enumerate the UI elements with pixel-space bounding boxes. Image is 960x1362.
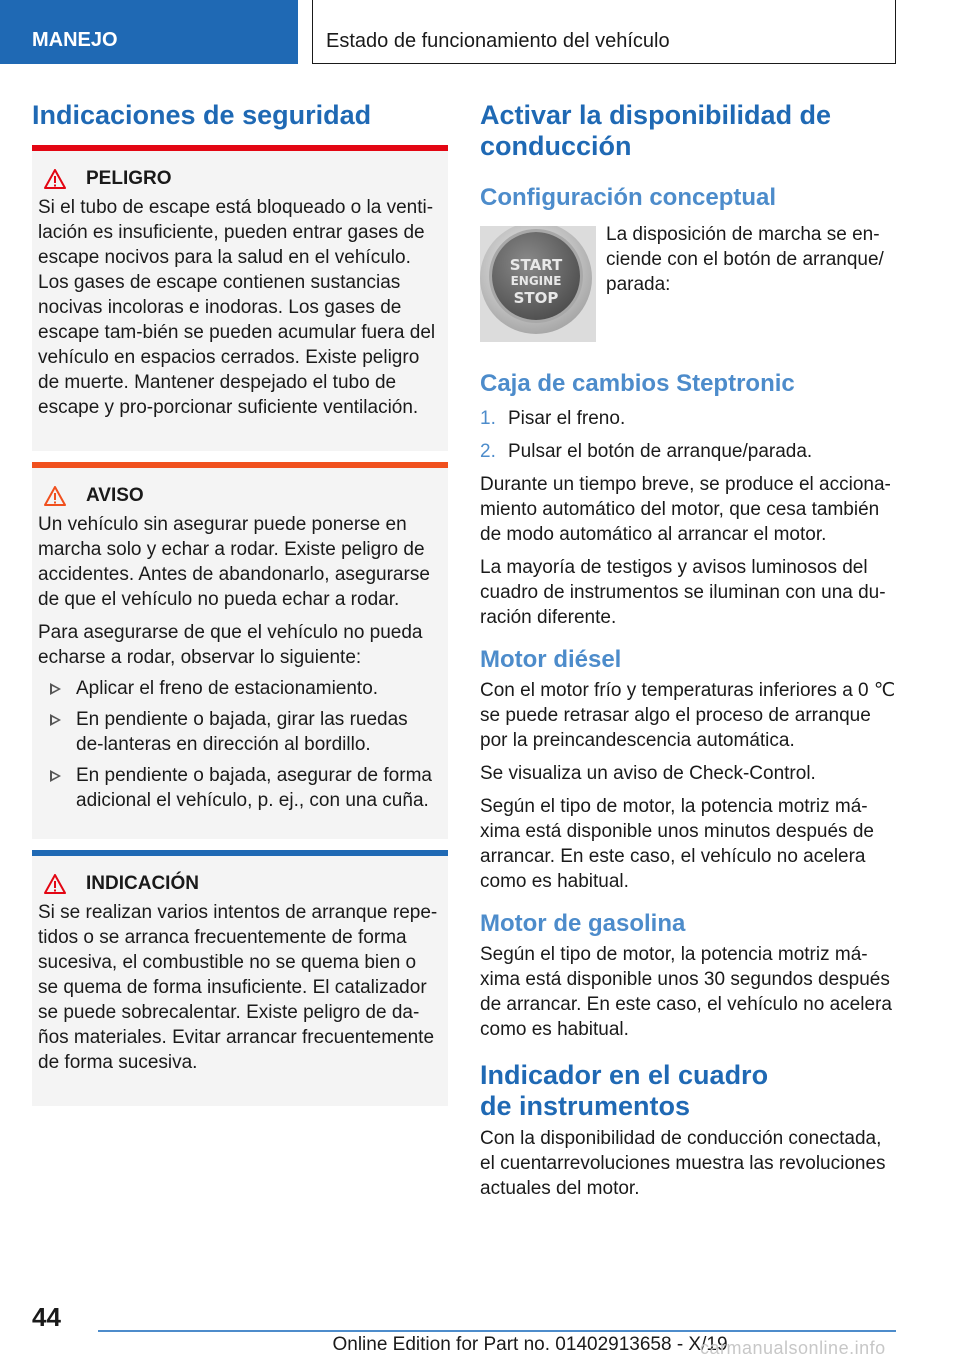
step-number: 2. <box>480 441 496 462</box>
start-button-caption: La disposición de marcha se en-ciende con el botón de arranque/ parada: <box>606 224 884 295</box>
warning-bar <box>32 462 448 468</box>
danger-text: Si el tubo de escape está bloqueado o la venti-lación es insuficiente, pueden entrar gases de escape nocivos para la salud en el vehículo. Los gases de escape contienen sustancias nocivas incoloras e inodoras. Los gases de escape tam-bién se pueden acumular fuera del vehículo en espacios cerrados. Existe peligro de muerte. Mantener despejado el tubo de escape y pro-porcionar suficiente ventilación. <box>38 197 436 418</box>
warning-text-2: Para asegurarse de que el vehículo no pueda echarse a rodar, observar lo siguiente: <box>38 622 423 668</box>
list-item <box>480 439 896 464</box>
button-bezel <box>480 226 592 334</box>
warning-box <box>32 462 448 839</box>
notice-text: Si se realizan varios intentos de arranque repe-tidos o se arranca frecuentemente de forma sucesiva, el combustible no se quema bien o se quema de forma insuficiente. El catalizador se puede sobrecalentar. Existe peligro de da-ños materiales. Evitar arrancar frecuentemente de forma sucesiva. <box>38 902 438 1073</box>
bullet-triangle-icon <box>50 683 61 695</box>
start-button-row <box>480 226 896 342</box>
diesel-subheading: Motor diésel <box>480 646 622 673</box>
indicator-heading-line1: Indicador en el cuadro <box>480 1060 769 1090</box>
step-text: Pisar el freno. <box>508 408 626 429</box>
footer-rule <box>98 1330 896 1332</box>
notice-bar <box>32 850 448 856</box>
gasoline-text: Según el tipo de motor, la potencia motriz má-xima está disponible unos 30 segundos después de arrancar. En este caso, el vehículo no acelera como es habitual. <box>480 944 892 1040</box>
notice-title-row <box>44 872 438 896</box>
list-item <box>38 676 438 701</box>
danger-title-row <box>44 167 438 191</box>
list-item-text: En pendiente o bajada, asegurar de forma adicional el vehículo, p. ej., con una cuña. <box>76 765 432 811</box>
chapter-title-box <box>312 0 896 64</box>
concept-subheading: Configuración conceptual <box>480 184 777 211</box>
warning-triangle-icon <box>44 486 66 506</box>
warning-triangle-icon <box>44 169 66 189</box>
button-label-stop: STOP <box>513 289 559 307</box>
notice-box <box>32 850 448 1106</box>
diesel-text-2: Se visualiza un aviso de Check-Control. <box>480 763 816 784</box>
warning-text-1: Un vehículo sin asegurar puede ponerse en marcha solo y echar a rodar. Existe peligro de accidentes. Antes de abandonarlo, asegurarse de que el vehículo no pueda echar a rodar. <box>38 514 430 610</box>
step-text: Pulsar el botón de arranque/parada. <box>508 441 813 462</box>
steptronic-subheading: Caja de cambios Steptronic <box>480 370 795 397</box>
danger-bar <box>32 145 448 151</box>
danger-title: PELIGRO <box>86 168 172 189</box>
chapter-title: Estado de funcionamiento del vehículo <box>326 30 670 52</box>
danger-box <box>32 145 448 451</box>
list-item-text: Aplicar el freno de estacionamiento. <box>76 678 379 699</box>
watermark: carmanualsonline.info <box>700 1338 886 1358</box>
button-label-start: START <box>509 256 563 274</box>
diesel-text-3: Según el tipo de motor, la potencia motriz má-xima está disponible unos minutos después de arrancar. En este caso, el vehículo no acelera como es habitual. <box>480 796 874 892</box>
steptronic-text-2: La mayoría de testigos y avisos luminosos del cuadro de instrumentos se iluminan con una du-ración diferente. <box>480 557 886 628</box>
notice-title: INDICACIÓN <box>86 873 199 894</box>
section-tab: MANEJO <box>0 0 298 64</box>
list-item <box>38 707 438 757</box>
list-item <box>38 763 438 813</box>
bullet-triangle-icon <box>50 714 61 726</box>
warning-title: AVISO <box>86 485 144 506</box>
button-label-engine: ENGINE <box>510 274 562 288</box>
safety-heading: Indicaciones de seguridad <box>32 100 372 130</box>
indicator-heading <box>480 1060 896 1122</box>
gasoline-subheading: Motor de gasolina <box>480 910 686 937</box>
driving-readiness-heading: Activar la disponibilidad de conducción <box>480 100 832 161</box>
page-number: 44 <box>32 1302 61 1332</box>
warning-title-row <box>44 484 438 508</box>
button-face <box>492 232 580 320</box>
list-item <box>480 406 896 431</box>
list-item-text: En pendiente o bajada, girar las ruedas de-lanteras en dirección al bordillo. <box>76 709 408 755</box>
start-stop-button-image <box>480 226 596 342</box>
indicator-heading-line2: de instrumentos <box>480 1091 691 1121</box>
diesel-text-1: Con el motor frío y temperaturas inferiores a 0 ℃ se puede retrasar algo el proceso de arranque por la preincandescencia automática. <box>480 680 896 751</box>
indicator-text: Con la disponibilidad de conducción conectada, el cuentarrevoluciones muestra las revoluciones actuales del motor. <box>480 1128 886 1199</box>
warning-list <box>38 676 438 813</box>
right-column <box>480 100 896 1201</box>
edition-text: Online Edition for Part no. 01402913658 - X/19 <box>332 1334 728 1355</box>
steps-list <box>480 406 896 464</box>
bullet-triangle-icon <box>50 770 61 782</box>
step-number: 1. <box>480 408 496 429</box>
warning-triangle-icon <box>44 874 66 894</box>
left-column <box>32 100 448 131</box>
steptronic-text-1: Durante un tiempo breve, se produce el acciona-miento automático del motor, que cesa también de modo automático al arrancar el motor. <box>480 474 891 545</box>
